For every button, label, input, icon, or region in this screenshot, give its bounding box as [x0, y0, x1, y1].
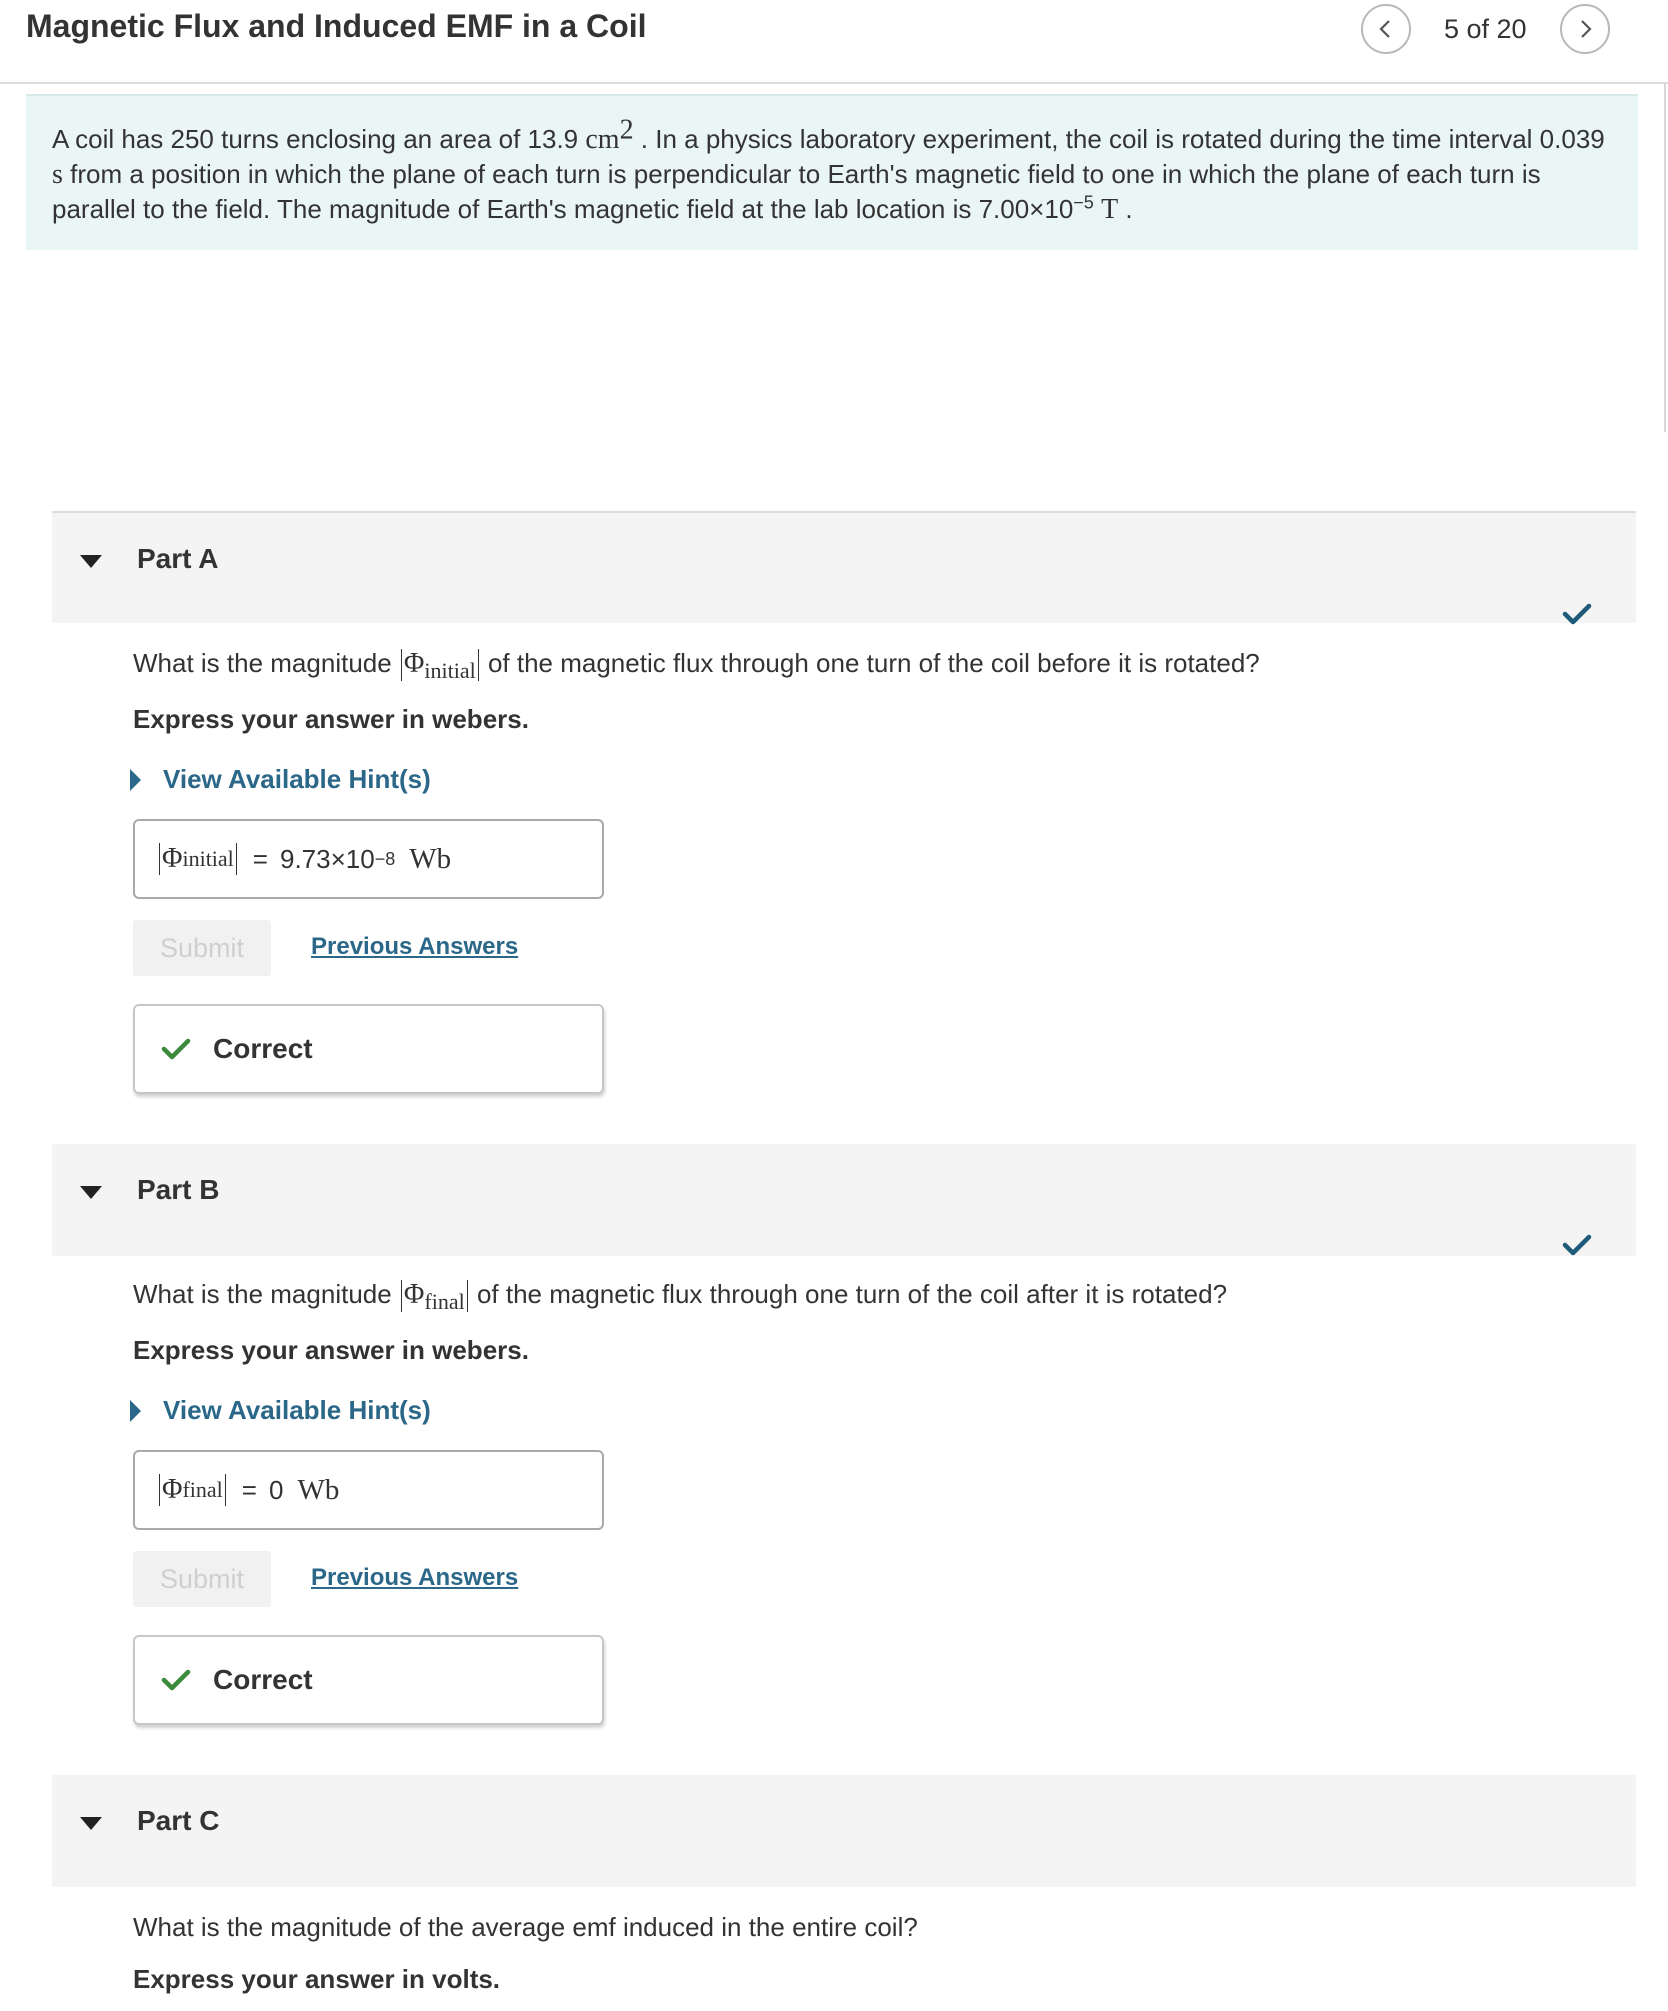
part-c-question: What is the magnitude of the average emf induced in the entire coil?: [133, 1912, 918, 1942]
feedback-status: Correct: [213, 1033, 313, 1064]
item-counter: 5 of 20: [1444, 14, 1527, 44]
phi-symbol: Φ: [403, 1279, 425, 1310]
hint-label: View Available Hint(s): [163, 764, 431, 794]
field-unit: T: [1101, 194, 1119, 225]
part-b-feedback: [133, 1635, 604, 1725]
part-a-feedback: [133, 1004, 604, 1094]
equals-sign: =: [241, 1474, 257, 1505]
hint-label: View Available Hint(s): [163, 1395, 431, 1425]
header: [0, 0, 1668, 84]
part-b-answer-field[interactable]: [133, 1450, 604, 1530]
problem-text-4: parallel to the field. The magnitude of Earth's magnetic field at the lab location is 7.00×10: [52, 194, 1074, 224]
part-a-previous-answers-link[interactable]: Previous Answers: [311, 933, 519, 960]
subscript: final: [182, 1477, 223, 1502]
phi-symbol: Φ: [162, 843, 183, 874]
question-text: of the magnetic flux through one turn of the coil before it is rotated?: [480, 648, 1260, 678]
phi-symbol: Φ: [162, 1474, 183, 1505]
problem-text-3: from a position in which the plane of each turn is perpendicular to Earth's magnetic field to one in which the plane of each turn is: [62, 159, 1541, 189]
part-b-hint-toggle[interactable]: [130, 1395, 431, 1426]
part-a-hint-toggle[interactable]: [130, 764, 431, 795]
question-text: of the magnetic flux through one turn of the coil after it is rotated?: [469, 1279, 1228, 1309]
abs-bar: [401, 649, 402, 681]
part-b-submit-button[interactable]: Submit: [133, 1551, 271, 1607]
correct-check-icon: [161, 1668, 191, 1692]
time-unit: s: [52, 159, 63, 190]
question-text: What is the magnitude: [133, 648, 399, 678]
part-a-submit-button[interactable]: Submit: [133, 920, 271, 976]
expand-caret-icon: [130, 769, 141, 791]
area-unit: cm: [585, 124, 620, 155]
part-b-question: [133, 1279, 1227, 1315]
correct-check-icon: [161, 1037, 191, 1061]
abs-bar: [159, 843, 160, 875]
problem-text-1: A coil has 250 turns enclosing an area of 13.9: [52, 124, 586, 154]
feedback-status: Correct: [213, 1664, 313, 1695]
field-exponent: −5: [1073, 192, 1094, 213]
equals-sign: =: [252, 843, 268, 874]
abs-bar: [478, 649, 479, 681]
part-b-header[interactable]: [52, 1144, 1636, 1256]
abs-bar: [236, 843, 237, 875]
abs-bar: [159, 1474, 160, 1506]
part-b-instruction: Express your answer in webers.: [133, 1335, 529, 1365]
abs-bar: [467, 1280, 468, 1312]
part-c-instruction: Express your answer in volts.: [133, 1964, 501, 1994]
problem-statement: [26, 94, 1638, 250]
next-item-button[interactable]: [1560, 4, 1610, 54]
part-b-previous-answers-link[interactable]: Previous Answers: [311, 1564, 519, 1591]
part-a-title: Part A: [137, 543, 219, 574]
part-a-complete-check-icon: [1562, 602, 1592, 626]
part-a-header[interactable]: [52, 511, 1636, 623]
answer-value: 9.73×10: [279, 843, 375, 874]
answer-value: 0: [268, 1474, 284, 1505]
question-text: What is the magnitude: [133, 1279, 399, 1309]
chevron-left-icon: [1375, 18, 1397, 40]
part-c-header[interactable]: [52, 1775, 1636, 1887]
abs-bar: [225, 1474, 226, 1506]
abs-bar: [401, 1280, 402, 1312]
subscript: initial: [424, 658, 476, 683]
expand-caret-icon: [130, 1400, 141, 1422]
phi-symbol: Φ: [403, 648, 425, 679]
collapse-caret-icon[interactable]: [80, 1186, 102, 1199]
scrollbar[interactable]: [1664, 82, 1666, 432]
answer-unit: Wb: [409, 842, 452, 875]
previous-item-button[interactable]: [1361, 4, 1411, 54]
problem-text-5: .: [1118, 194, 1133, 224]
part-b-title: Part B: [137, 1174, 220, 1205]
part-a-instruction: Express your answer in webers.: [133, 704, 529, 734]
part-b-complete-check-icon: [1562, 1233, 1592, 1257]
area-exponent: 2: [619, 114, 634, 146]
collapse-caret-icon[interactable]: [80, 1817, 102, 1830]
subscript: final: [424, 1289, 465, 1314]
part-c-title: Part C: [137, 1805, 220, 1836]
answer-unit: Wb: [297, 1473, 340, 1506]
collapse-caret-icon[interactable]: [80, 555, 102, 568]
part-a-question: [133, 648, 1260, 684]
page-title: Magnetic Flux and Induced EMF in a Coil: [26, 8, 647, 44]
problem-text-2: . In a physics laboratory experiment, the coil is rotated during the time interval 0.039: [633, 124, 1605, 154]
subscript: initial: [182, 846, 234, 871]
part-a-answer-field[interactable]: Φ initial = 9.73×10 −8 Wb: [133, 819, 604, 899]
chevron-right-icon: [1574, 18, 1596, 40]
